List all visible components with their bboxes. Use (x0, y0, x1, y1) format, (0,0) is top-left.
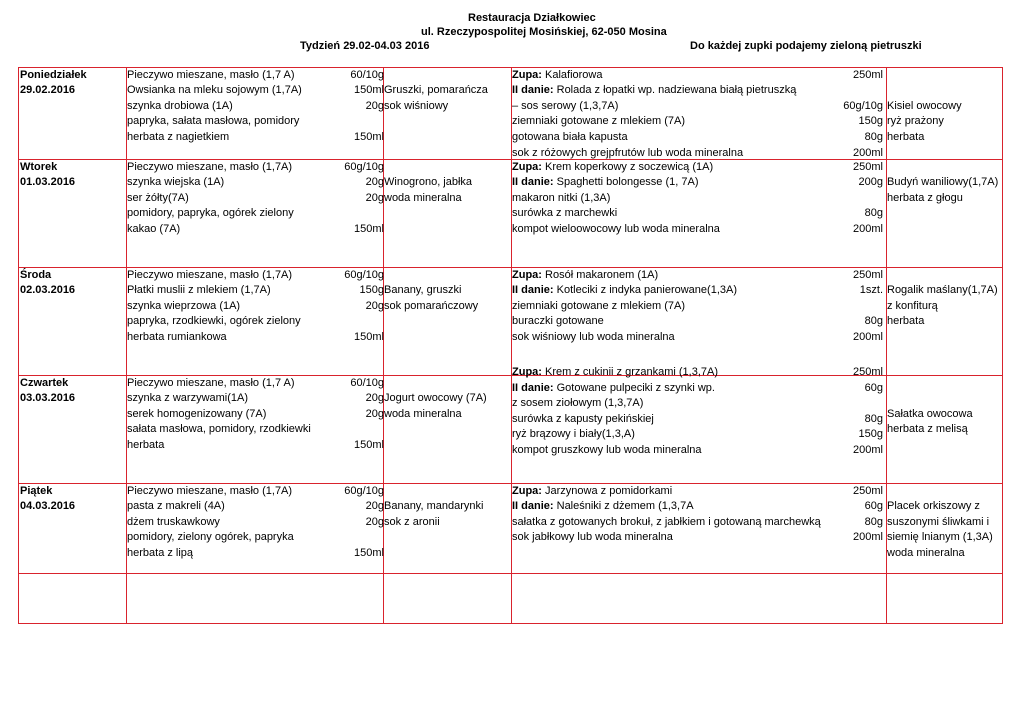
lunch-item-text: Jarzynowa z pomidorkami (541, 484, 673, 497)
breakfast-item: pomidory, papryka, ogórek zielony (127, 207, 294, 220)
lunch-qty: 250ml (853, 484, 883, 497)
lunch-item-text: ziemniaki gotowane z mlekiem (7A) (512, 115, 686, 128)
lunch-qty: 150g (858, 428, 883, 441)
lunch-item-text: z sosem ziołowym (1,3,7A) (512, 397, 644, 410)
lunch-item (512, 268, 658, 284)
lunch-qty: 200ml (853, 330, 883, 343)
lunch-item-text: ryż brązowy i biały(1,3,A) (512, 428, 635, 441)
dessert-item: herbata z melisą (887, 423, 968, 436)
day-date: 29.02.2016 (20, 84, 76, 97)
lunch-item (512, 443, 702, 459)
table-row-divider (18, 623, 1003, 624)
breakfast-item: sałata masłowa, pomidory, rzodkiewki (127, 423, 311, 436)
lunch-item (512, 299, 685, 315)
breakfast-qty: 20g (365, 176, 384, 189)
dessert-item: suszonymi śliwkami i (887, 515, 990, 528)
lunch-item (512, 206, 617, 222)
lunch-item (512, 130, 628, 146)
day-name: Piątek (20, 484, 53, 497)
lunch-course-label: Zupa: (512, 68, 542, 81)
lunch-item-text: kompot wieloowocowy lub woda mineralna (512, 222, 720, 235)
breakfast-item: herbata (127, 438, 165, 451)
lunch-item-text: kompot gruszkowy lub woda mineralna (512, 444, 702, 456)
lunch-qty: 80g (864, 207, 883, 220)
dessert-item: Kisiel owocowy (887, 99, 962, 112)
lunch-course-label: II danie: (512, 84, 554, 97)
snack-item: woda mineralna (384, 191, 462, 204)
breakfast-item: papryka, rzodkiewki, ogórek zielony (127, 315, 301, 328)
lunch-item (512, 381, 715, 397)
lunch-qty: 200g (858, 176, 883, 189)
lunch-course-label: II danie: (512, 176, 554, 189)
lunch-item (512, 175, 699, 191)
breakfast-qty: 150ml (354, 330, 384, 343)
dessert-item: woda mineralna (887, 546, 965, 559)
breakfast-qty: 150ml (354, 222, 384, 235)
day-name: Środa (20, 268, 52, 281)
breakfast-item: Pieczywo mieszane, masło (1,7A) (127, 160, 293, 173)
day-date: 02.03.2016 (20, 284, 76, 297)
lunch-item-text: Kalafiorowa (541, 68, 603, 81)
lunch-item-text: makaron nitki (1,3A) (512, 191, 611, 204)
lunch-item-text: Spaghetti bolongesse (1, 7A) (553, 176, 699, 189)
breakfast-qty: 60/10g (350, 376, 384, 389)
lunch-item (512, 99, 618, 115)
snack-item: sok z aronii (384, 515, 440, 528)
breakfast-item: Owsianka na mleku sojowym (1,7A) (127, 84, 302, 97)
breakfast-qty: 150ml (354, 84, 384, 97)
lunch-item-text: Krem koperkowy z soczewicą (1A) (541, 160, 714, 173)
snack-item: Winogrono, jabłka (384, 176, 473, 189)
lunch-item-text: Rolada z łopatki wp. nadziewana białą pietruszką (553, 84, 797, 97)
restaurant-address: ul. Rzeczypospolitej Mosińskiej, 62-050 Mosina (421, 26, 667, 38)
breakfast-qty: 150ml (354, 130, 384, 143)
breakfast-item: szynka wieprzowa (1A) (127, 299, 241, 312)
breakfast-qty: 60g/10g (344, 484, 384, 497)
lunch-item-text: sałatka z gotowanych brokuł, z jabłkiem i gotowaną marchewką (512, 515, 821, 528)
breakfast-qty: 150g (359, 284, 384, 297)
lunch-item (512, 499, 694, 515)
breakfast-qty: 150ml (354, 438, 384, 451)
lunch-item (512, 68, 603, 84)
restaurant-name: Restauracja Działkowiec (468, 12, 596, 24)
lunch-qty: 250ml (853, 366, 883, 378)
day-name: Poniedziałek (20, 68, 87, 81)
breakfast-item: szynka z warzywami(1A) (127, 392, 249, 405)
dessert-item: Rogalik maślany(1,7A) (887, 284, 998, 297)
lunch-item (512, 396, 643, 412)
lunch-item (512, 365, 718, 381)
lunch-item (512, 484, 672, 500)
lunch-item (512, 283, 737, 299)
lunch-item-text: Krem z cukinii z grzankami (1,3,7A) (541, 366, 719, 378)
lunch-qty: 60g (864, 500, 883, 513)
day-date: 04.03.2016 (20, 500, 76, 513)
breakfast-item: herbata z nagietkiem (127, 130, 230, 143)
lunch-item (512, 427, 635, 443)
menu-table (18, 67, 1003, 623)
lunch-item-text: sok jabłkowy lub woda mineralna (512, 531, 673, 544)
breakfast-qty: 20g (365, 500, 384, 513)
breakfast-item: szynka drobiowa (1A) (127, 99, 233, 112)
lunch-qty: 200ml (853, 146, 883, 159)
lunch-item (512, 83, 796, 99)
menu-note: Do każdej zupki podajemy zieloną pietruszki (690, 40, 922, 52)
dessert-item: herbata (887, 130, 925, 143)
lunch-course-label: II danie: (512, 284, 554, 297)
lunch-item-text: ziemniaki gotowane z mlekiem (7A) (512, 299, 686, 312)
dessert-item: Budyń waniliowy(1,7A) (887, 176, 999, 189)
lunch-item-text: surówka z kapusty pekińskiej (512, 412, 654, 425)
table-column-divider (1002, 67, 1003, 623)
snack-item: Gruszki, pomarańcza (384, 84, 488, 97)
breakfast-item: ser żółty(7A) (127, 191, 189, 204)
day-name: Czwartek (20, 376, 69, 389)
breakfast-qty: 20g (365, 515, 384, 528)
lunch-item (512, 530, 673, 546)
lunch-qty: 200ml (853, 444, 883, 456)
dessert-item: z konfiturą (887, 299, 938, 312)
breakfast-qty: 20g (365, 99, 384, 112)
lunch-item (512, 160, 713, 176)
breakfast-qty: 20g (365, 392, 384, 405)
lunch-item-text: gotowana biała kapusta (512, 130, 628, 143)
lunch-item-text: Gotowane pulpeciki z szynki wp. (553, 381, 715, 394)
lunch-course-label: Zupa: (512, 160, 542, 173)
breakfast-qty: 60g/10g (344, 160, 384, 173)
snack-item: Jogurt owocowy (7A) (384, 392, 487, 405)
lunch-item (512, 314, 604, 330)
lunch-item-text: – sos serowy (1,3,7A) (512, 99, 619, 112)
lunch-course-label: Zupa: (512, 268, 542, 281)
breakfast-item: pasta z makreli (4A) (127, 500, 225, 513)
breakfast-item: szynka wiejska (1A) (127, 176, 225, 189)
dessert-item: Sałatka owocowa (887, 407, 973, 420)
breakfast-item: papryka, sałata masłowa, pomidory (127, 115, 300, 128)
dessert-item: Placek orkiszowy z (887, 500, 980, 513)
snack-item: sok pomarańczowy (384, 299, 479, 312)
lunch-item-text: Naleśniki z dżemem (1,3,7A (553, 500, 694, 513)
table-column-divider (18, 67, 19, 623)
breakfast-qty: 60g/10g (344, 268, 384, 281)
lunch-qty: 80g (864, 515, 883, 528)
breakfast-item: Pieczywo mieszane, masło (1,7A) (127, 268, 293, 281)
lunch-course-label: Zupa: (512, 484, 542, 497)
lunch-qty: 60g (864, 381, 883, 394)
breakfast-item: pomidory, zielony ogórek, papryka (127, 531, 294, 544)
breakfast-item: kakao (7A) (127, 222, 181, 235)
lunch-item-text: buraczki gotowane (512, 315, 604, 328)
lunch-qty: 150g (858, 115, 883, 128)
lunch-qty: 200ml (853, 531, 883, 544)
lunch-qty: 80g (864, 315, 883, 328)
dessert-item: herbata (887, 315, 925, 328)
day-date: 01.03.2016 (20, 176, 76, 189)
lunch-qty: 250ml (853, 160, 883, 173)
breakfast-item: Pieczywo mieszane, masło (1,7A) (127, 484, 293, 497)
lunch-qty: 60g/10g (843, 99, 883, 112)
breakfast-item: Płatki muslii z mlekiem (1,7A) (127, 284, 271, 297)
lunch-course-label: Zupa: (512, 366, 542, 378)
lunch-qty: 80g (864, 412, 883, 425)
lunch-item (512, 412, 654, 428)
dessert-item: siemię lnianym (1,3A) (887, 531, 993, 544)
lunch-item (512, 222, 720, 238)
snack-item: woda mineralna (384, 407, 462, 420)
breakfast-item: serek homogenizowany (7A) (127, 407, 267, 420)
snack-item: Banany, mandarynki (384, 500, 484, 513)
lunch-course-label: II danie: (512, 381, 554, 394)
breakfast-qty: 20g (365, 299, 384, 312)
lunch-item-text: surówka z marchewki (512, 207, 618, 220)
dessert-item: ryż prażony (887, 115, 944, 128)
lunch-item-text: Kotleciki z indyka panierowane(1,3A) (553, 284, 737, 297)
breakfast-qty: 60/10g (350, 68, 384, 81)
snack-item: Banany, gruszki (384, 284, 462, 297)
day-date: 03.03.2016 (20, 392, 76, 405)
breakfast-item: Pieczywo mieszane, masło (1,7 A) (127, 376, 295, 389)
lunch-course-label: II danie: (512, 500, 554, 513)
day-name: Wtorek (20, 160, 58, 173)
breakfast-qty: 20g (365, 191, 384, 204)
lunch-item-text: sok wiśniowy lub woda mineralna (512, 330, 675, 343)
lunch-item-text: sok z różowych grejpfrutów lub woda mineralna (512, 146, 744, 159)
lunch-item (512, 191, 610, 207)
breakfast-qty: 20g (365, 407, 384, 420)
menu-week: Tydzień 29.02-04.03 2016 (300, 40, 430, 52)
breakfast-qty: 150ml (354, 546, 384, 559)
lunch-item-text: Rosół makaronem (1A) (541, 268, 659, 281)
dessert-item: herbata z głogu (887, 191, 963, 204)
lunch-item (512, 114, 685, 130)
lunch-qty: 250ml (853, 68, 883, 81)
breakfast-item: herbata z lipą (127, 546, 194, 559)
lunch-qty: 250ml (853, 268, 883, 281)
lunch-qty: 200ml (853, 222, 883, 235)
lunch-qty: 1szt. (859, 284, 883, 297)
lunch-qty: 80g (864, 130, 883, 143)
snack-item: sok wiśniowy (384, 99, 449, 112)
breakfast-item: Pieczywo mieszane, masło (1,7 A) (127, 68, 295, 81)
breakfast-item: herbata rumiankowa (127, 330, 227, 343)
breakfast-item: dżem truskawkowy (127, 515, 220, 528)
lunch-item (512, 330, 675, 346)
